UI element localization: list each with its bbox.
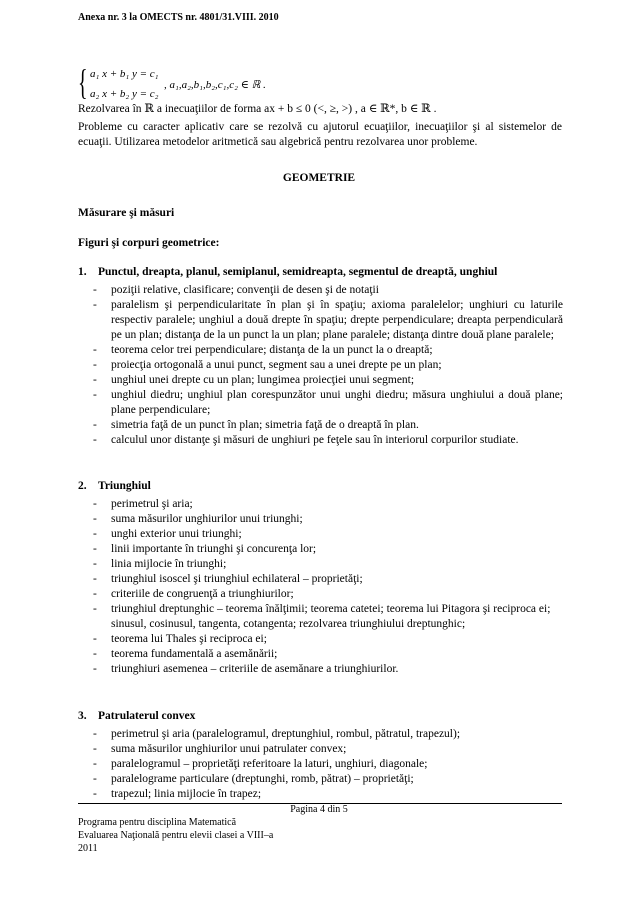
list-item — [93, 587, 563, 602]
equation-condition: , a₁,a₂,b₁,b₂,c₁,c₂ ∈ ℝ . — [164, 79, 266, 91]
section-title-text: Triunghiul — [98, 480, 151, 492]
list-item-text: linia mijlocie în triunghi; — [111, 558, 227, 570]
list-item — [93, 343, 563, 358]
list-item — [93, 787, 563, 802]
section-title-text: Patrulaterul convex — [98, 710, 196, 722]
list-item — [93, 433, 563, 448]
list-item — [93, 527, 563, 542]
section-number: 2. — [78, 480, 87, 492]
section-list-3 — [93, 727, 563, 802]
list-item-text: triunghiuri asemenea – criteriile de asemănare a triunghiurilor. — [111, 663, 399, 675]
bullet-dash: - — [93, 573, 97, 585]
bullet-dash: - — [93, 389, 97, 401]
list-item — [93, 418, 563, 433]
list-item-text: paralelograme particulare (dreptunghi, romb, pătrat) – proprietăţi; — [111, 773, 414, 785]
list-item — [93, 373, 563, 388]
list-item-text: paralelogramul – proprietăţi referitoare la laturi, unghiuri, diagonale; — [111, 758, 428, 770]
list-item — [93, 358, 563, 373]
list-item — [93, 727, 563, 742]
section-number: 1. — [78, 266, 87, 278]
bullet-dash: - — [93, 788, 97, 800]
list-item — [93, 772, 563, 787]
bullet-dash: - — [93, 528, 97, 540]
list-item — [93, 757, 563, 772]
system-brace: { — [78, 62, 88, 102]
bullet-dash: - — [93, 299, 97, 311]
section-list-2 — [93, 497, 563, 677]
section-list-1 — [93, 283, 563, 448]
bullet-dash: - — [93, 558, 97, 570]
list-item — [93, 298, 563, 343]
list-item — [93, 632, 563, 647]
bullet-dash: - — [93, 743, 97, 755]
section-heading-geometrie: GEOMETRIE — [282, 172, 356, 184]
list-item — [93, 742, 563, 757]
bullet-dash: - — [93, 374, 97, 386]
inequality-paragraph: Rezolvarea în ℝ a inecuaţiilor de forma ax + b ≤ 0 (<, ≥, >) , a ∈ ℝ*, b ∈ ℝ . — [78, 103, 437, 115]
list-item-text: criteriile de congruenţă a triunghiurilor; — [111, 588, 294, 600]
list-item-text: suma măsurilor unghiurilor unui patrulater convex; — [111, 743, 347, 755]
bullet-dash: - — [93, 513, 97, 525]
bullet-dash: - — [93, 728, 97, 740]
bullet-dash: - — [93, 758, 97, 770]
list-item-text: perimetrul şi aria; — [111, 498, 193, 510]
list-item-text: triunghiul isoscel şi triunghiul echilateral – proprietăţi; — [111, 573, 363, 585]
list-item — [93, 662, 563, 677]
page-number: Pagina 4 din 5 — [290, 804, 348, 815]
list-item-text: proiecţia ortogonală a unui punct, segment sau a unei drepte pe un plan; — [111, 359, 442, 371]
footer-evaluation: Evaluarea Naţională pentru elevii clasei a VIII–a — [78, 830, 274, 841]
bullet-dash: - — [93, 419, 97, 431]
list-item-text: linii importante în triunghi şi concurenţa lor; — [111, 543, 317, 555]
list-item-text: triunghiul dreptunghic – teorema înălţimii; teorema catetei; teorema lui Pitagora şi reciproca ei; — [111, 603, 551, 615]
list-item — [93, 283, 563, 298]
list-item-text: perimetrul şi aria (paralelogramul, dreptunghiul, rombul, pătratul, trapezul); — [111, 728, 461, 740]
list-item-text: sinusul, cosinusul, tangenta, cotangenta; rezolvarea triunghiului dreptunghic; — [111, 618, 466, 630]
section-title-3 — [78, 710, 195, 722]
list-item-text: trapezul; linia mijlocie în trapez; — [111, 788, 262, 800]
footer-year: 2011 — [78, 843, 98, 854]
equation-1: a₁ x + b₁ y = c₁ — [90, 68, 159, 80]
bullet-dash: - — [93, 588, 97, 600]
list-item-text: paralelism şi perpendicularitate în plan şi în spaţiu; axioma paralelelor; unghiuri cu laturile respectiv paralele; unghiul a două drepte în spaţiu; drepte perpendiculare; dreapta perpendiculară pe un plan; distanţa de la un punct la un plan; plane paralele; distanţa dintre două plane paralele; — [111, 299, 563, 341]
list-item-text: teorema celor trei perpendiculare; distanţa de la un punct la o dreaptă; — [111, 344, 433, 356]
list-item-text: teorema lui Thales şi reciproca ei; — [111, 633, 267, 645]
list-item-text: poziţii relative, clasificare; convenţii de desen şi de notaţii — [111, 284, 379, 296]
section-number: 3. — [78, 710, 87, 722]
list-item-text: unghiul unei drepte cu un plan; lungimea proiecţiei unui segment; — [111, 374, 415, 386]
bullet-dash: - — [93, 648, 97, 660]
bullet-dash: - — [93, 773, 97, 785]
problems-paragraph: Probleme cu caracter aplicativ care se rezolvă cu ajutorul ecuaţiilor, inecuaţiilor şi al sistemelor de ecuaţii. Utilizarea metodelor aritmetică sau algebrică pentru rezolvarea unor probleme. — [78, 121, 562, 148]
bullet-dash: - — [93, 284, 97, 296]
subheading-masurare: Măsurare şi măsuri — [78, 207, 175, 219]
page-header: Anexa nr. 3 la OMECTS nr. 4801/31.VIII. 2010 — [78, 12, 279, 23]
bullet-dash: - — [93, 603, 97, 615]
bullet-dash: - — [93, 498, 97, 510]
bullet-dash: - — [93, 663, 97, 675]
list-item-text: unghiul diedru; unghiul plan corespunzător unui unghi diedru; măsura unghiului a două plane; plane perpendiculare; — [111, 389, 563, 416]
list-item-text: calculul unor distanţe şi măsuri de unghiuri pe feţele sau în interiorul corpurilor studiate. — [111, 434, 519, 446]
list-item-text: simetria faţă de un punct în plan; simetria faţă de o dreaptă în plan. — [111, 419, 419, 431]
section-title-2 — [78, 480, 151, 492]
section-title-text: Punctul, dreapta, planul, semiplanul, semidreapta, segmentul de dreaptă, unghiul — [98, 266, 498, 278]
subheading-figuri: Figuri şi corpuri geometrice: — [78, 237, 220, 249]
bullet-dash: - — [93, 543, 97, 555]
footer-program: Programa pentru disciplina Matematică — [78, 817, 237, 828]
list-item — [93, 512, 563, 527]
bullet-dash: - — [93, 359, 97, 371]
bullet-dash: - — [93, 344, 97, 356]
section-title-1 — [78, 266, 497, 278]
list-item — [93, 572, 563, 587]
list-item — [93, 647, 563, 662]
equation-2: a₂ x + b₂ y = c₂ — [90, 88, 159, 100]
list-item-text: suma măsurilor unghiurilor unui triunghi; — [111, 513, 303, 525]
list-item — [93, 557, 563, 572]
list-item — [93, 602, 563, 617]
list-item-text: teorema fundamentală a asemănării; — [111, 648, 278, 660]
list-item — [93, 388, 563, 418]
list-item — [93, 542, 563, 557]
bullet-dash: - — [93, 434, 97, 446]
list-item — [93, 497, 563, 512]
list-item — [93, 617, 563, 632]
bullet-dash: - — [93, 633, 97, 645]
list-item-text: unghi exterior unui triunghi; — [111, 528, 242, 540]
